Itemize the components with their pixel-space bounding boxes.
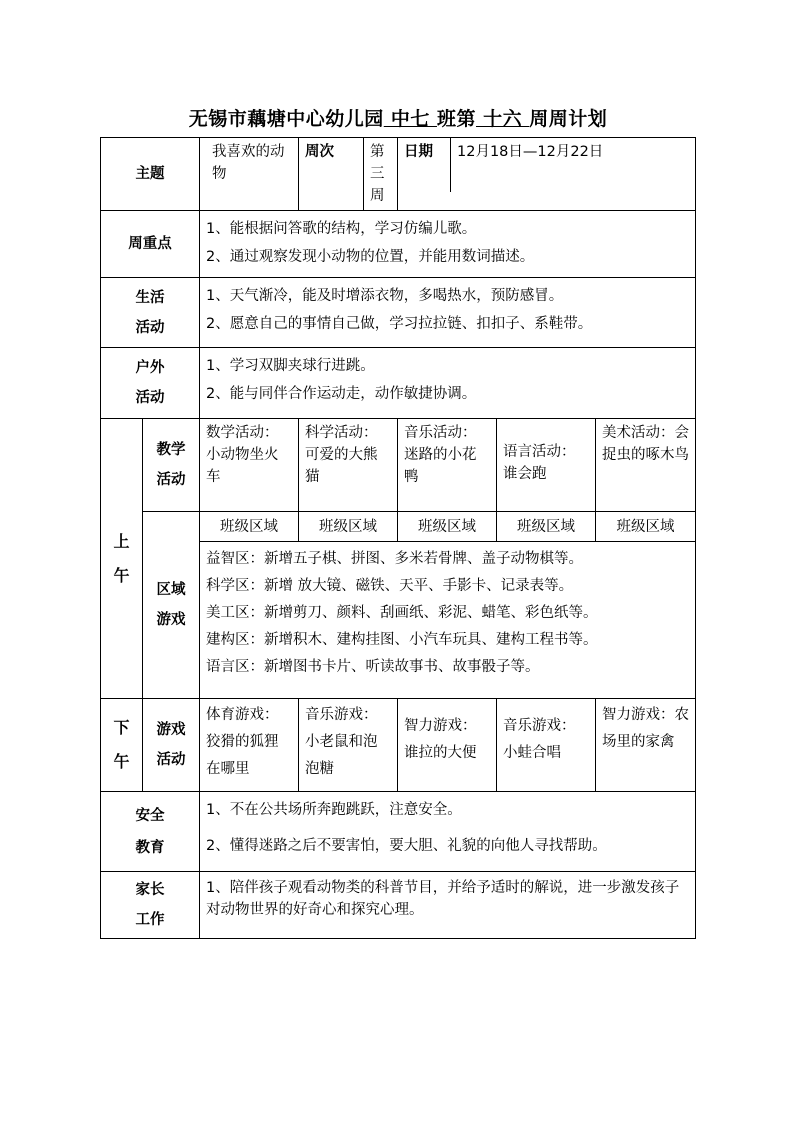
afternoon-game: 智力游戏：谁拉的大便	[398, 699, 497, 792]
safety-label: 安全 教育	[101, 792, 200, 872]
title-prefix: 无锡市藕塘中心幼儿园	[188, 108, 384, 130]
week-value: 第三周	[370, 144, 385, 204]
area-item: 语言区：新增图书卡片、听读故事书、故事骰子等。	[206, 659, 540, 675]
life-label: 生活 活动	[101, 278, 200, 348]
weekly-plan-table	[100, 137, 696, 939]
area-item: 美工区：新增剪刀、颜料、刮画纸、彩泥、蜡笔、彩色纸等。	[206, 605, 598, 621]
area-label: 区域 游戏	[143, 512, 200, 699]
morning-label: 上 午	[101, 419, 143, 699]
week-cell	[299, 138, 398, 211]
area-header-row	[101, 512, 696, 542]
title-class-name: 中七	[383, 108, 437, 130]
area-item: 益智区：新增五子棋、拼图、多米若骨牌、盖子动物棋等。	[206, 551, 583, 567]
safety-row	[101, 792, 696, 872]
theme-value: 我喜欢的动物	[200, 138, 299, 211]
life-item: 2、愿意自己的事情自己做，学习拉拉链、扣扣子、系鞋带。	[206, 316, 593, 332]
parents-row	[101, 872, 696, 939]
area-header: 班级区域	[497, 512, 596, 542]
teaching-activity: 美术活动：会捉虫的啄木鸟	[596, 419, 696, 512]
life-row	[101, 278, 696, 348]
teaching-activity: 科学活动：可爱的大熊猫	[299, 419, 398, 512]
page-title	[100, 104, 696, 131]
game-label: 游戏 活动	[143, 699, 200, 792]
header-row	[101, 138, 696, 211]
focus-item: 2、通过观察发现小动物的位置，并能用数词描述。	[206, 249, 535, 265]
focus-label: 周重点	[101, 211, 200, 278]
area-item: 科学区：新增 放大镜、磁铁、天平、手影卡、记录表等。	[206, 578, 574, 594]
date-cell	[398, 138, 696, 211]
teaching-activity: 数学活动：小动物坐火车	[200, 419, 299, 512]
area-header: 班级区域	[299, 512, 398, 542]
outdoor-row	[101, 348, 696, 419]
life-content	[200, 278, 696, 348]
area-header: 班级区域	[596, 512, 696, 542]
title-suffix: 周周计划	[529, 108, 608, 130]
teaching-activity: 语言活动：谁会跑	[497, 419, 596, 512]
area-content	[200, 542, 696, 699]
afternoon-game: 智力游戏：农场里的家禽	[596, 699, 696, 792]
focus-row	[101, 211, 696, 278]
week-label: 周次	[299, 138, 364, 210]
area-header: 班级区域	[200, 512, 299, 542]
afternoon-game: 音乐游戏：小蛙合唱	[497, 699, 596, 792]
date-value: 12月18日—12月22日	[457, 144, 604, 160]
afternoon-game: 音乐游戏：小老鼠和泡泡糖	[299, 699, 398, 792]
title-week-number: 十六	[476, 108, 530, 130]
theme-label: 主题	[101, 138, 200, 211]
afternoon-game: 体育游戏：狡猾的狐狸在哪里	[200, 699, 299, 792]
area-header: 班级区域	[398, 512, 497, 542]
parents-label: 家长 工作	[101, 872, 200, 939]
date-label: 日期	[398, 138, 451, 192]
title-mid: 班第	[436, 108, 476, 130]
outdoor-item: 1、学习双脚夹球行进跳。	[206, 358, 375, 374]
safety-item: 1、不在公共场所奔跑跳跃，注意安全。	[206, 802, 462, 818]
area-item: 建构区：新增积木、建构挂图、小汽车玩具、建构工程书等。	[206, 632, 598, 648]
safety-item: 2、懂得迷路之后不要害怕，要大胆、礼貌的向他人寻找帮助。	[206, 838, 607, 854]
afternoon-label: 下 午	[101, 699, 143, 792]
teaching-activity: 音乐活动：迷路的小花鸭	[398, 419, 497, 512]
focus-item: 1、能根据问答歌的结构，学习仿编儿歌。	[206, 221, 477, 237]
focus-content	[200, 211, 696, 278]
life-item: 1、天气渐冷，能及时增添衣物，多喝热水，预防感冒。	[206, 288, 564, 304]
outdoor-item: 2、能与同伴合作运动走，动作敏捷协调。	[206, 386, 477, 402]
outdoor-content	[200, 348, 696, 419]
parents-content: 1、陪伴孩子观看动物类的科普节目，并给予适时的解说，进一步激发孩子对动物世界的好奇心和探究心理。	[200, 872, 696, 939]
safety-content	[200, 792, 696, 872]
outdoor-label: 户外 活动	[101, 348, 200, 419]
afternoon-row	[101, 699, 696, 792]
teaching-label: 教学 活动	[143, 419, 200, 512]
teaching-row	[101, 419, 696, 512]
